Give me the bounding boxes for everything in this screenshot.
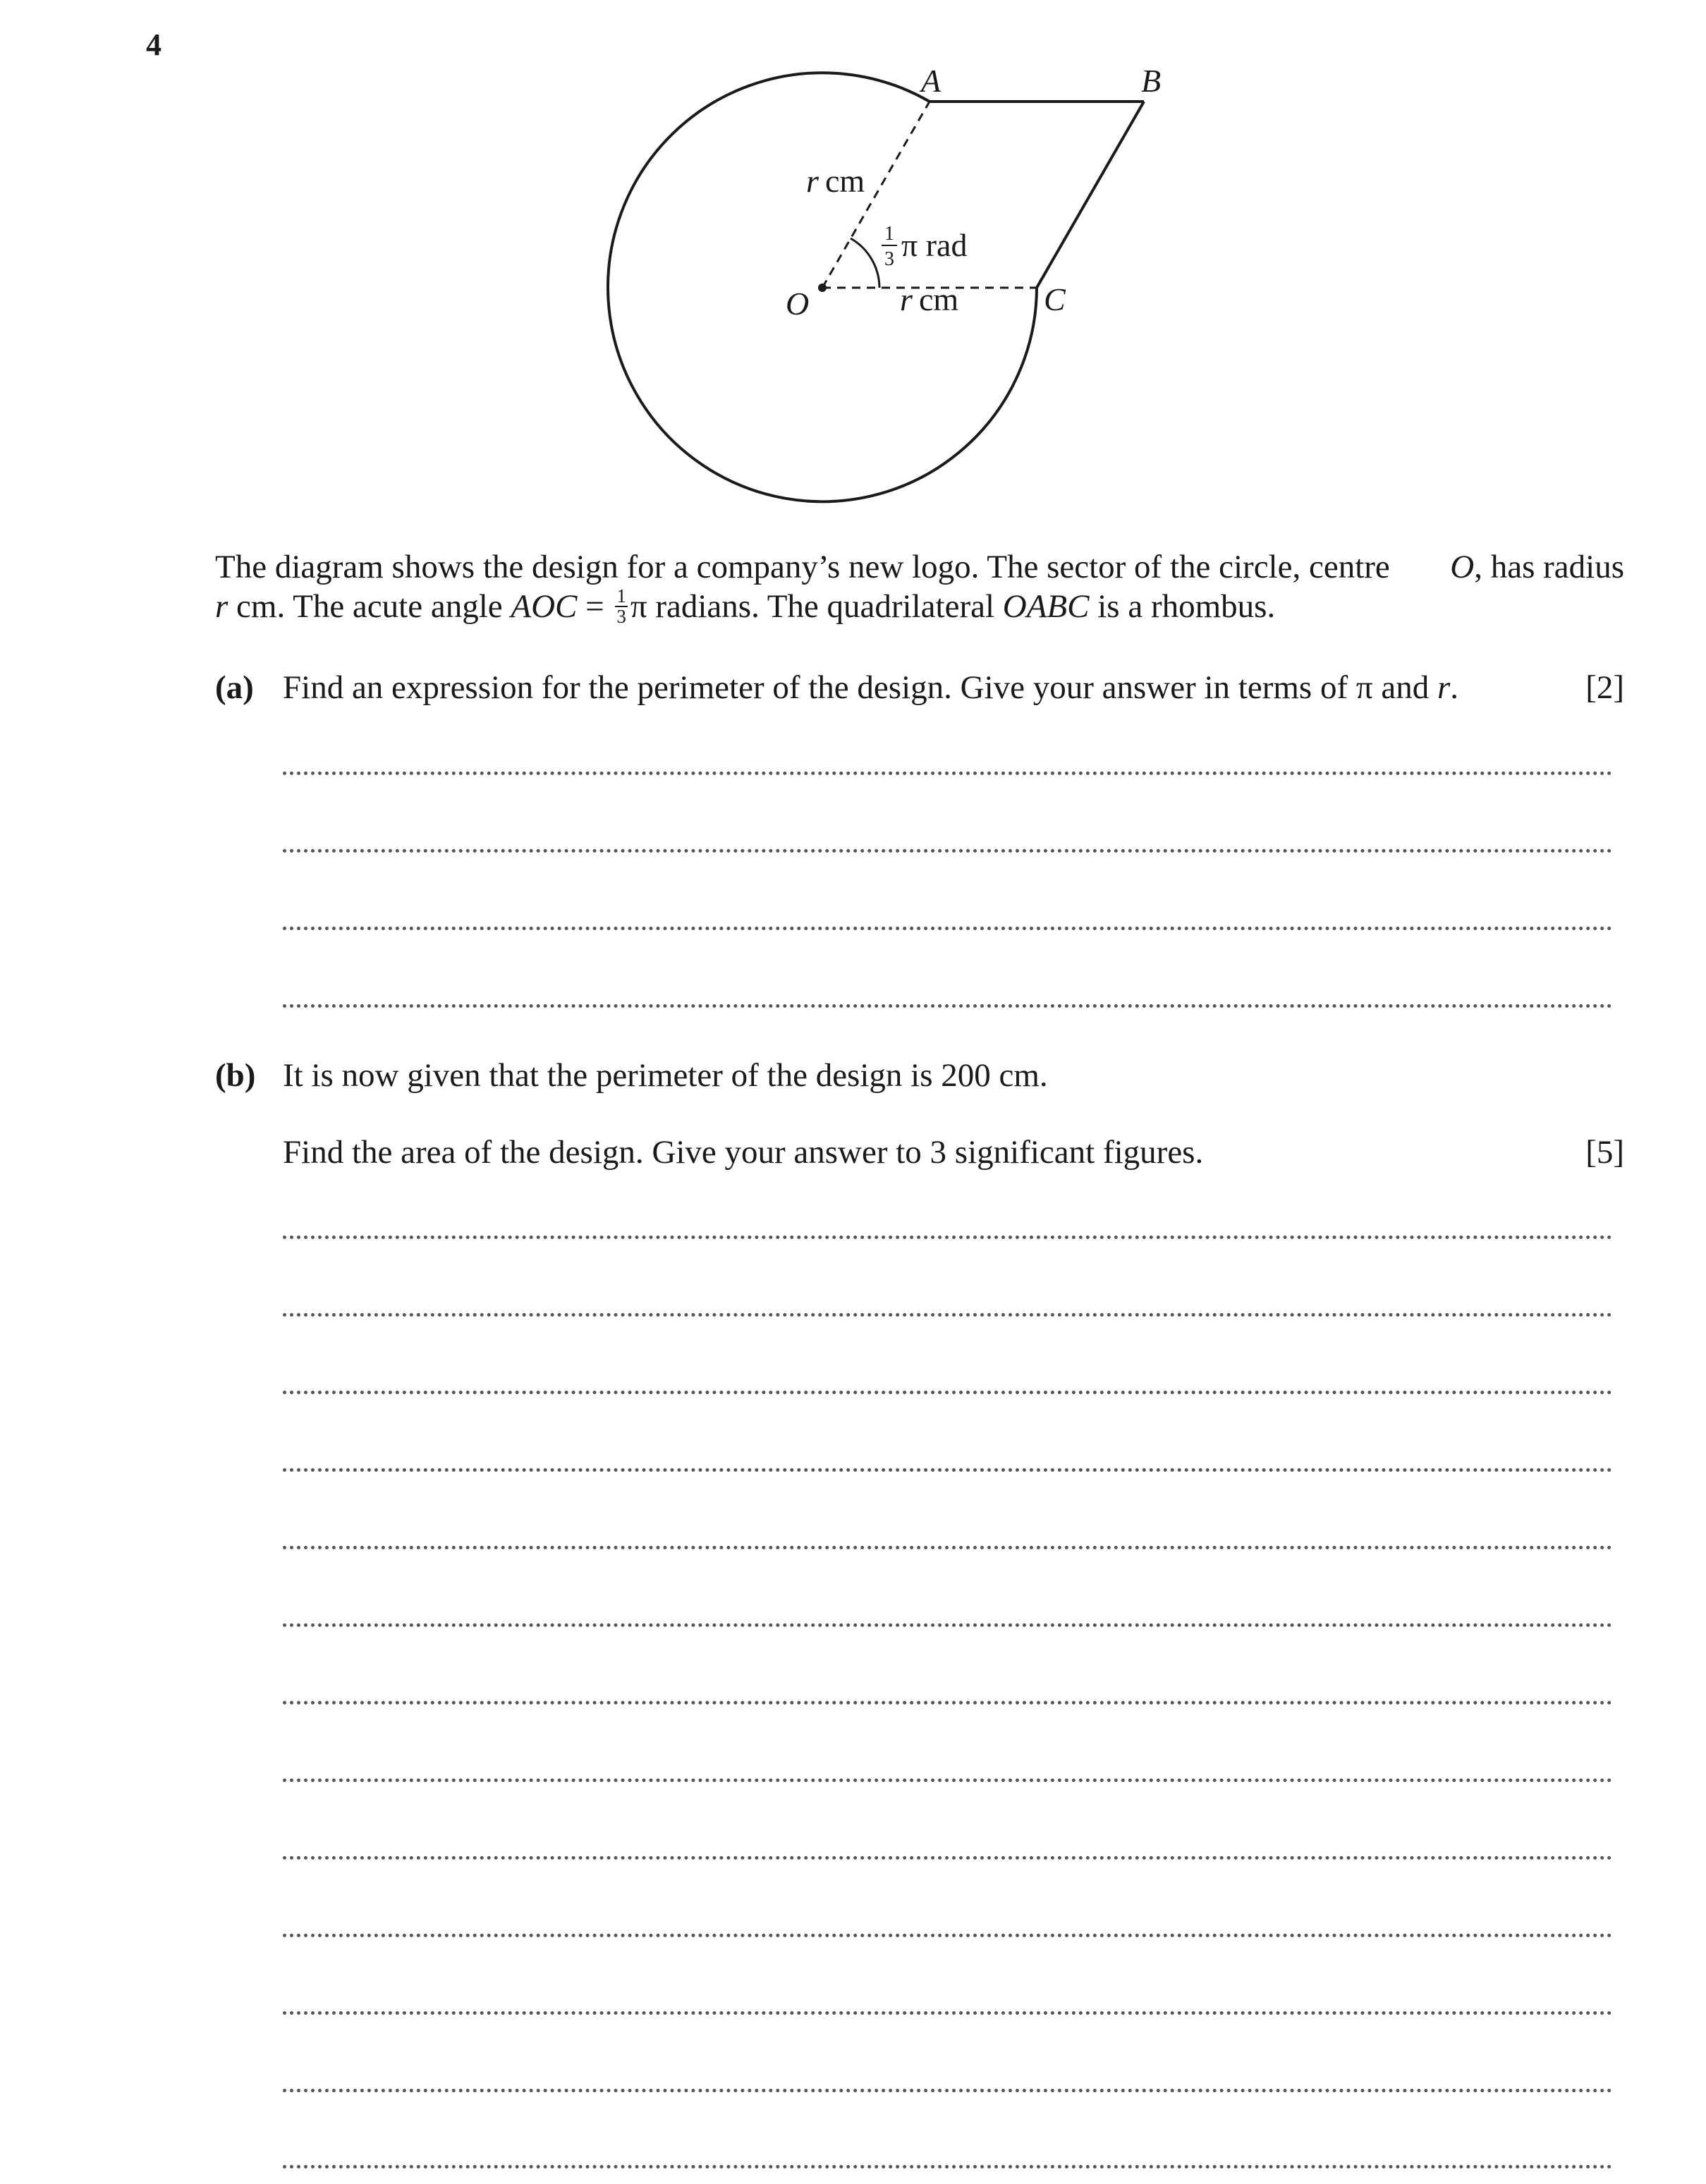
intro-line-2-b: π radians. The quadrilateral bbox=[630, 588, 1003, 625]
intro-line-2 bbox=[215, 587, 1624, 629]
part-b-second-row bbox=[215, 1133, 1624, 1172]
answer-line-b9[interactable] bbox=[283, 1856, 1612, 1860]
part-a-r: r bbox=[1437, 669, 1451, 706]
answer-line-b4[interactable] bbox=[283, 1468, 1612, 1472]
answer-line-b12[interactable] bbox=[283, 2089, 1612, 2092]
answer-line-b3[interactable] bbox=[283, 1391, 1612, 1394]
part-a-text bbox=[283, 668, 1585, 707]
part-b-marks: [5] bbox=[1585, 1134, 1624, 1171]
label-b: B bbox=[1141, 63, 1162, 99]
fraction-one-third bbox=[615, 587, 628, 626]
part-a-label: (a) bbox=[215, 669, 254, 706]
question-intro bbox=[215, 547, 1624, 629]
centre-o: O bbox=[1450, 549, 1475, 585]
angle-frac-num: 1 bbox=[884, 223, 894, 245]
part-a bbox=[215, 668, 1624, 707]
fraction-denominator: 3 bbox=[616, 606, 626, 628]
label-c: C bbox=[1044, 281, 1066, 317]
fraction-numerator: 1 bbox=[616, 585, 626, 607]
part-b bbox=[215, 1056, 1624, 1095]
part-a-marks: [2] bbox=[1585, 669, 1624, 706]
intro-line-2-c: is a rhombus. bbox=[1089, 588, 1276, 625]
answer-line-b10[interactable] bbox=[283, 1934, 1612, 1937]
answer-line-a1[interactable] bbox=[283, 771, 1612, 775]
equals-sign: = bbox=[577, 588, 613, 625]
answer-line-b2[interactable] bbox=[283, 1313, 1612, 1317]
intro-line-1-text: The diagram shows the design for a company’s new logo. The sector of the circle, centre bbox=[215, 549, 1390, 585]
angle-label: π rad bbox=[901, 227, 968, 263]
centre-point bbox=[818, 283, 827, 292]
radius-label-oa-unit: cm bbox=[825, 163, 865, 199]
angle-arc bbox=[851, 238, 879, 288]
quad-oabc: OABC bbox=[1002, 588, 1090, 625]
answer-line-a3[interactable] bbox=[283, 927, 1612, 930]
part-b-line-1: It is now given that the perimeter of the design is 200 cm. bbox=[283, 1057, 1048, 1094]
logo-diagram bbox=[0, 0, 1706, 536]
intro-line-2-a: cm. The acute angle bbox=[228, 588, 511, 625]
angle-frac-den: 3 bbox=[884, 248, 894, 270]
answer-line-a2[interactable] bbox=[283, 849, 1612, 853]
intro-line-1-end: , has radius bbox=[1474, 549, 1624, 585]
label-a: A bbox=[921, 63, 942, 99]
answer-line-a4[interactable] bbox=[283, 1004, 1612, 1008]
intro-r: r bbox=[215, 588, 229, 625]
page-number: 4 bbox=[146, 28, 162, 62]
part-a-end: . bbox=[1450, 669, 1459, 706]
edge-bc bbox=[1037, 102, 1144, 288]
answer-line-b5[interactable] bbox=[283, 1546, 1612, 1549]
radius-label-oa-var: r bbox=[806, 163, 819, 199]
answer-line-b13[interactable] bbox=[283, 2165, 1612, 2168]
answer-line-b1[interactable] bbox=[283, 1236, 1612, 1239]
part-b-line-2: Find the area of the design. Give your answer to 3 significant figures. bbox=[283, 1134, 1204, 1171]
answer-line-b6[interactable] bbox=[283, 1623, 1612, 1627]
answer-line-b11[interactable] bbox=[283, 2011, 1612, 2015]
radius-label-oc-var: r bbox=[900, 281, 913, 317]
part-b-label: (b) bbox=[215, 1057, 256, 1094]
intro-line-1 bbox=[215, 547, 1624, 587]
angle-aoc: AOC bbox=[511, 588, 578, 625]
answer-line-b7[interactable] bbox=[283, 1701, 1612, 1704]
label-o: O bbox=[786, 286, 810, 322]
part-a-text-main: Find an expression for the perimeter of the design. Give your answer in terms of π and bbox=[283, 669, 1437, 706]
answer-line-b8[interactable] bbox=[283, 1779, 1612, 1782]
radius-label-oc-unit: cm bbox=[919, 281, 959, 317]
